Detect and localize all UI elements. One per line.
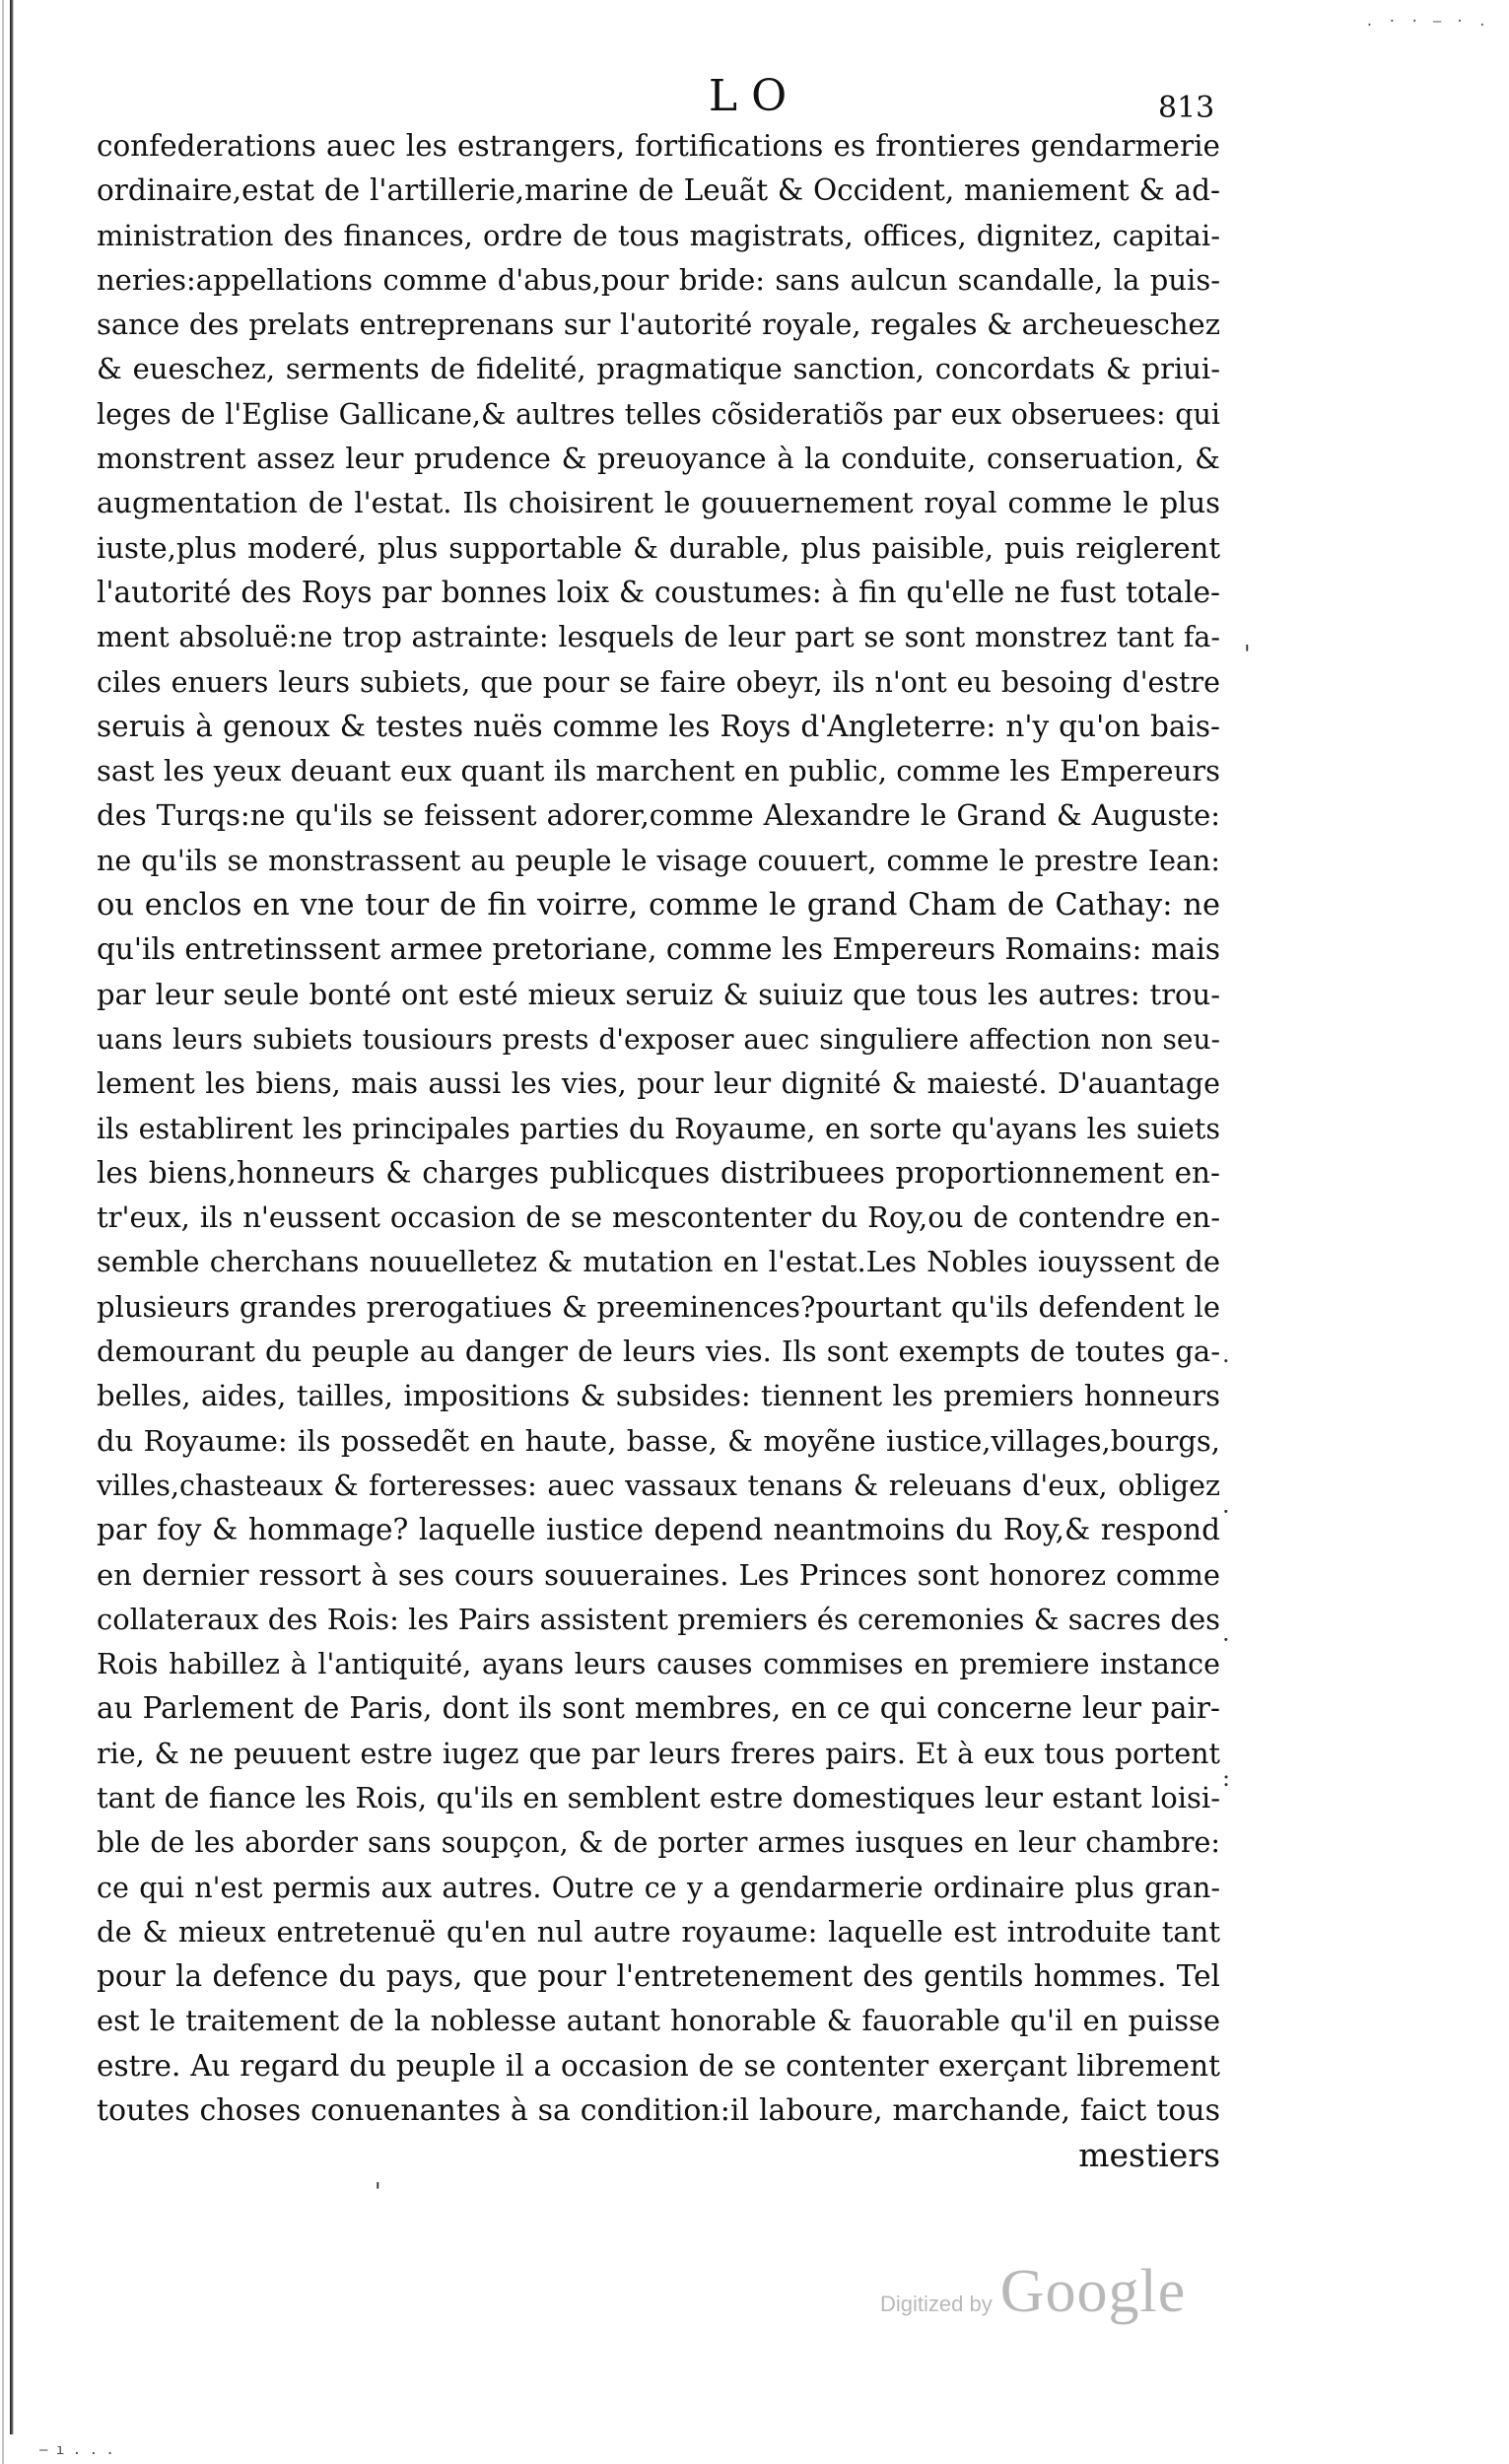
stray-mark: ' — [375, 2178, 381, 2206]
text-line: par foy & hommage? laquelle iustice depend neantmoins du Roy,& respond — [97, 1513, 1220, 1547]
text-line: tr'eux, ils n'eussent occasion de se mescontenter du Roy,ou de contendre en- — [97, 1200, 1220, 1235]
stray-mark: · — [1222, 1498, 1230, 1526]
text-line: villes,chasteaux & forteresses: auec vassaux tenans & releuans d'eux, obligez — [97, 1469, 1220, 1502]
google-logo: Google — [999, 2258, 1187, 2325]
text-line: semble cherchans nouuelletez & mutation en l'estat.Les Nobles iouyssent de — [97, 1245, 1220, 1279]
text-line: lement les biens, mais aussi les vies, pour leur dignité & maiesté. D'auantage — [97, 1067, 1220, 1101]
running-head: LO — [708, 71, 801, 121]
text-line: ble de les aborder sans soupçon, & de porter armes iusques en leur chambre: — [97, 1826, 1220, 1860]
text-line: sance des prelats entreprenans sur l'autorité royale, regales & archeueschez — [97, 308, 1220, 342]
text-line: seruis à genoux & testes nuës comme les Roys d'Angleterre: n'y qu'on bais- — [97, 709, 1220, 743]
text-line: ordinaire,estat de l'artillerie,marine de Leuãt & Occident, maniement & ad- — [97, 173, 1220, 208]
page-number: 813 — [1158, 91, 1215, 125]
body-text — [97, 124, 1220, 2178]
text-line: ment absoluë:ne trop astrainte: lesquels de leur part se sont monstrez tant fa- — [97, 621, 1220, 654]
text-line: est le traitement de la noblesse autant honorable & fauorable qu'il en puisse — [97, 2004, 1220, 2038]
text-line: pour la defence du pays, que pour l'entretenement des gentils hommes. Tel — [97, 1959, 1220, 1994]
scan-edge-marks-bottom: — ı . . . — [39, 2442, 114, 2458]
binding-gutter — [10, 0, 14, 2434]
stray-mark: . — [1222, 1340, 1230, 1368]
text-line: plusieurs grandes prerogatiues & preeminences?pourtant qu'ils defendent le — [97, 1289, 1220, 1324]
scan-edge-marks: . · · — · . — [1365, 14, 1489, 30]
text-line: leges de l'Eglise Gallicane,& aultres telles cõsideratiõs par eux obseruees: qui — [97, 397, 1220, 431]
text-line: Rois habillez à l'antiquité, ayans leurs causes commises en premiere instance — [97, 1648, 1220, 1681]
text-line: de & mieux entretenuë qu'en nul autre royaume: laquelle est introduite tant — [97, 1914, 1220, 1949]
text-line: collateraux des Rois: les Pairs assistent premiers és ceremonies & sacres des — [97, 1602, 1220, 1636]
text-line: belles, aides, tailles, impositions & subsides: tiennent les premiers honneurs — [97, 1379, 1220, 1413]
stray-mark: · — [1222, 1626, 1230, 1654]
stray-mark: ' — [1244, 641, 1251, 668]
text-line: ne qu'ils se monstrassent au peuple le visage couuert, comme le prestre Iean: — [97, 844, 1220, 877]
text-line: & eueschez, serments de fidelité, pragmatique sanction, concordats & priui- — [97, 352, 1220, 386]
text-line: l'autorité des Roys par bonnes loix & coustumes: à fin qu'elle ne fust totale- — [97, 575, 1220, 609]
text-line: du Royaume: ils possedẽt en haute, basse, & moyẽne iustice,villages,bourgs, — [97, 1423, 1220, 1458]
text-line: par leur seule bonté ont esté mieux seruiz & suiuiz que tous les autres: trou- — [97, 977, 1220, 1011]
watermark-prefix: Digitized by — [880, 2292, 993, 2316]
text-line: ciles enuers leurs subiets, que pour se faire obeyr, ils n'ont eu besoing d'estre — [97, 665, 1220, 699]
text-line: qu'ils entretinssent armee pretoriane, comme les Empereurs Romains: mais — [97, 932, 1220, 967]
text-line: ce qui n'est permis aux autres. Outre ce y a gendarmerie ordinaire plus gran- — [97, 1871, 1220, 1904]
text-line: demourant du peuple au danger de leurs vies. Ils sont exempts de toutes ga- — [97, 1335, 1220, 1369]
text-line: confederations auec les estrangers, fortifications es frontieres gendarmerie — [97, 129, 1220, 163]
text-line: estre. Au regard du peuple il a occasion de se contenter exerçant librement — [97, 2048, 1220, 2083]
text-line: des Turqs:ne qu'ils se feissent adorer,comme Alexandre le Grand & Auguste: — [97, 798, 1220, 833]
text-line: iuste,plus moderé, plus supportable & durable, plus paisible, puis reiglerent — [97, 530, 1220, 565]
text-line: toutes choses conuenantes à sa condition:il laboure, marchande, faict tous — [97, 2093, 1220, 2129]
text-line: ou enclos en vne tour de fin voirre, comme le grand Cham de Cathay: ne — [97, 888, 1220, 924]
text-line: en dernier ressort à ses cours souueraines. Les Princes sont honorez comme — [97, 1557, 1220, 1592]
text-line: au Parlement de Paris, dont ils sont membres, en ce qui concerne leur pair- — [97, 1691, 1220, 1726]
text-line: les biens,honneurs & charges publicques distribuees proportionnement en- — [97, 1155, 1220, 1190]
page-edge — [2, 0, 4, 2464]
text-line: neries:appellations comme d'abus,pour bride: sans aulcun scandalle, la puis- — [97, 262, 1220, 297]
digitized-watermark — [880, 2257, 1186, 2327]
text-line: monstrent assez leur prudence & preuoyance à la conduite, conseruation, & — [97, 442, 1220, 476]
text-line: uans leurs subiets tousiours prests d'exposer auec singuliere affection non seu- — [97, 1022, 1220, 1056]
text-line: tant de fiance les Rois, qu'ils en semblent estre domestiques leur estant loisi- — [97, 1780, 1220, 1814]
text-line: augmentation de l'estat. Ils choisirent le gouuernement royal comme le plus — [97, 486, 1220, 520]
text-line: ils establirent les principales parties du Royaume, en sorte qu'ayans les suiets — [97, 1112, 1220, 1145]
text-line: rie, & ne peuuent estre iugez que par leurs freres pairs. Et à eux tous portent — [97, 1737, 1220, 1770]
stray-mark: : — [1222, 1764, 1231, 1792]
text-line: ministration des finances, ordre de tous magistrats, offices, dignitez, capitai- — [97, 218, 1220, 252]
catchword: mestiers — [1078, 2136, 1220, 2175]
text-line: sast les yeux deuant eux quant ils marchent en public, comme les Empereurs — [97, 754, 1220, 788]
